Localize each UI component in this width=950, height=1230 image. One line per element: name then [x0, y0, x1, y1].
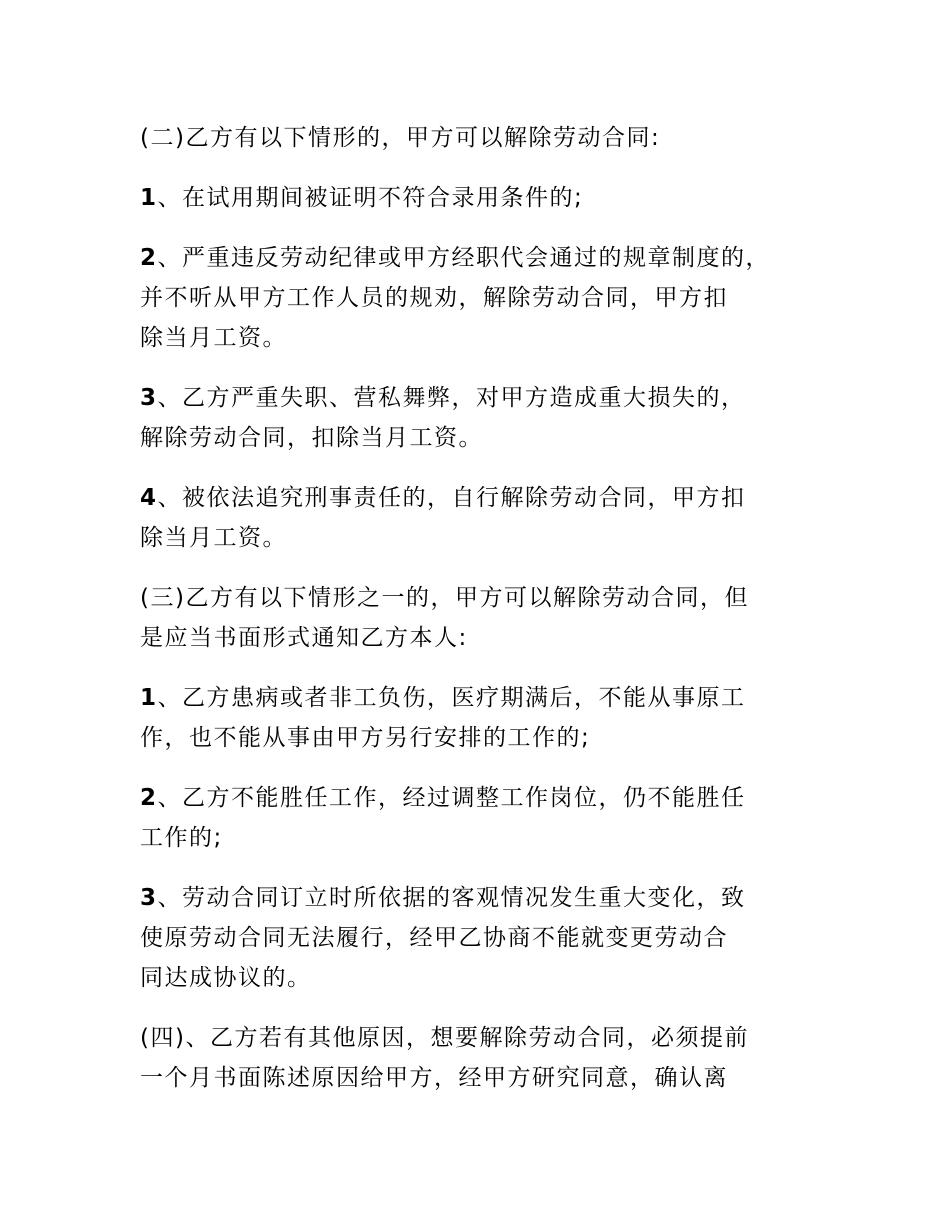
section-heading-3 — [140, 578, 840, 658]
paragraph-text: 、在试用期间被证明不符合录用条件的; — [157, 185, 584, 211]
item-number: 1 — [140, 685, 158, 711]
document-body — [140, 118, 840, 1118]
item-number: 2 — [140, 785, 158, 811]
paragraph-text: 、严重违反劳动纪律或甲方经职代会通过的规章制度的， 并不听从甲方工作人员的规劝，解除劳动合同，甲方扣 除当月工资。 — [140, 245, 771, 351]
clause-2-1 — [140, 178, 840, 218]
paragraph-text: 、乙方不能胜任工作，经过调整工作岗位，仍不能胜任 工作的; — [140, 785, 746, 851]
item-number: 1 — [140, 185, 158, 211]
clause-2-2 — [140, 238, 840, 358]
paragraph-text: 、被依法追究刑事责任的，自行解除劳动合同，甲方扣 除当月工资。 — [140, 485, 746, 551]
clause-2-3 — [140, 378, 840, 458]
paragraph-text: 、劳动合同订立时所依据的客观情况发生重大变化，致 使原劳动合同无法履行，经甲乙协商不能就变更劳动合 同达成协议的。 — [140, 885, 746, 991]
item-number: 4 — [140, 485, 158, 511]
paragraph-text: (三)乙方有以下情形之一的，甲方可以解除劳动合同，但 是应当书面形式通知乙方本人: — [140, 585, 749, 651]
clause-3-2 — [140, 778, 840, 858]
clause-2-4 — [140, 478, 840, 558]
item-number: 3 — [140, 885, 158, 911]
clause-3-3 — [140, 878, 840, 998]
paragraph-text: (四)、乙方若有其他原因，想要解除劳动合同，必须提前 一个月书面陈述原因给甲方，经甲方研究同意，确认离 — [140, 1025, 749, 1091]
item-number: 3 — [140, 385, 158, 411]
section-heading-2 — [140, 118, 840, 158]
item-number: 2 — [140, 245, 158, 271]
paragraph-text: 、乙方严重失职、营私舞弊，对甲方造成重大损失的， 解除劳动合同，扣除当月工资。 — [140, 385, 746, 451]
clause-3-1 — [140, 678, 840, 758]
section-heading-4 — [140, 1018, 840, 1098]
paragraph-text: (二)乙方有以下情形的，甲方可以解除劳动合同: — [140, 125, 661, 151]
paragraph-text: 、乙方患病或者非工负伤，医疗期满后，不能从事原工 作，也不能从事由甲方另行安排的工作的; — [140, 685, 746, 751]
